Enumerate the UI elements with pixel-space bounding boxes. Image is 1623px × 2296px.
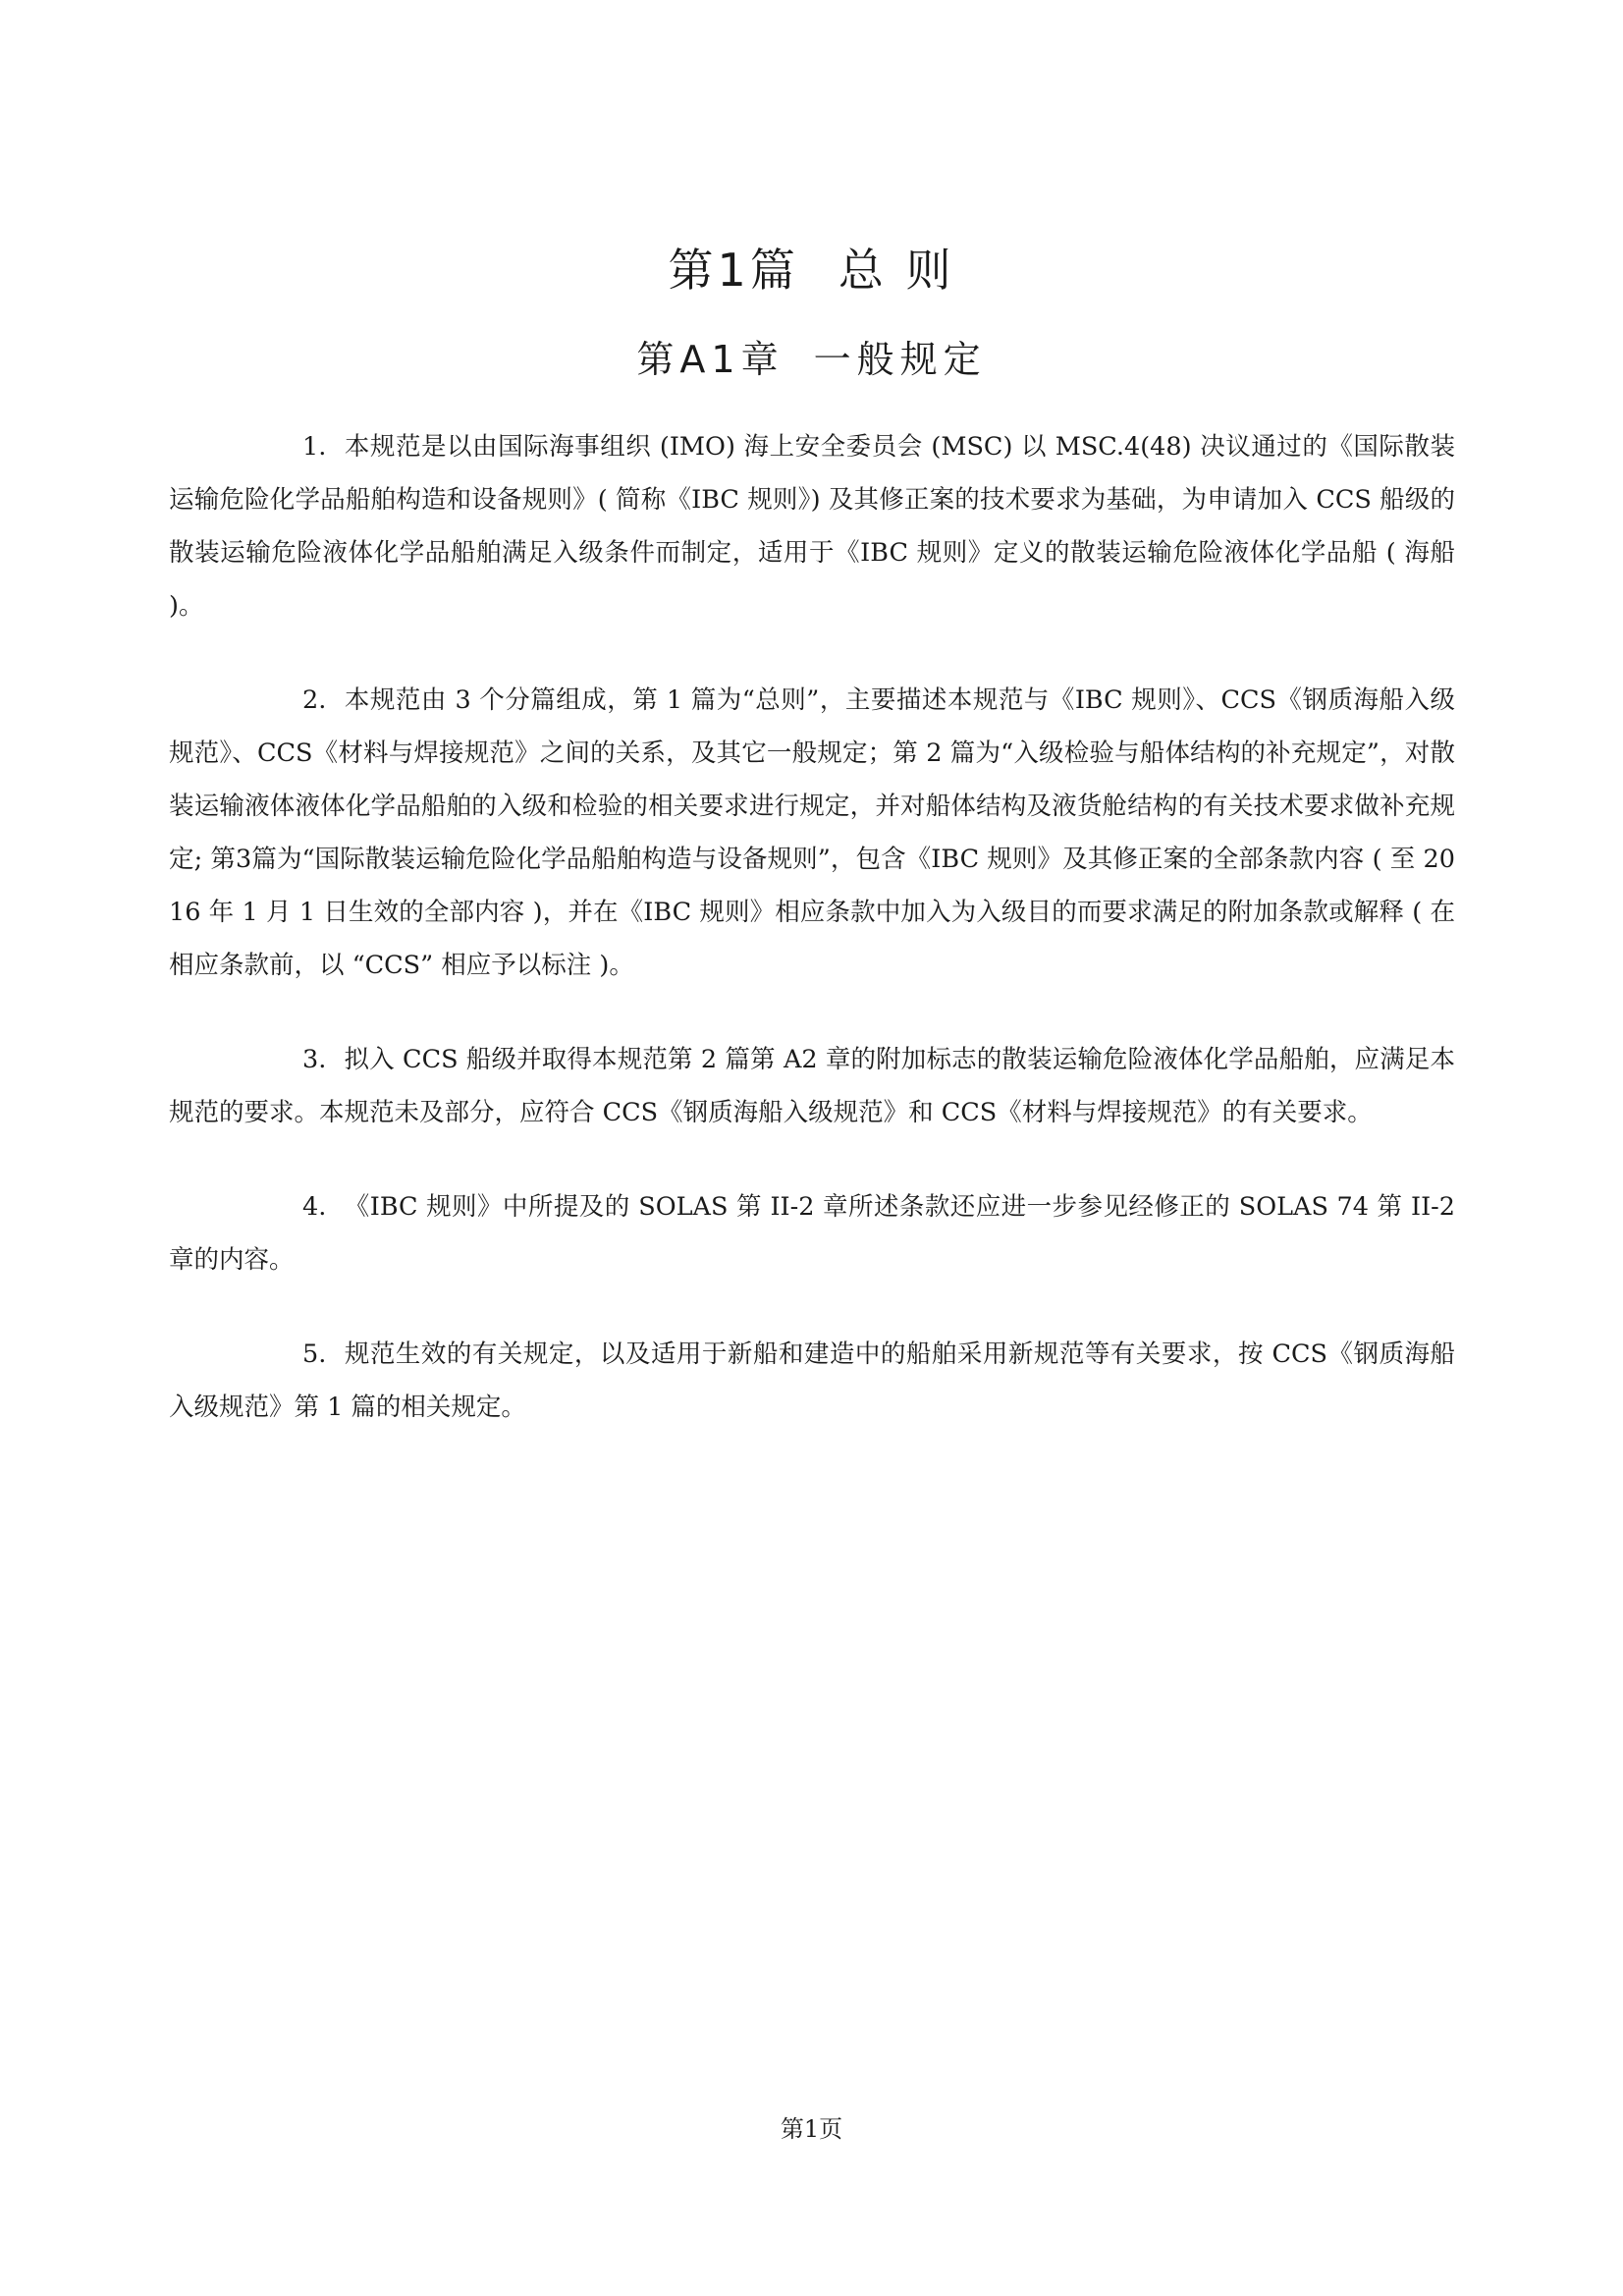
- chapter-title: [0, 332, 1623, 387]
- paragraph-2: [169, 674, 1455, 992]
- page-number: 第1页: [780, 2115, 843, 2143]
- paragraph-text: 《IBC 规则》中所提及的 SOLAS 第 II-2 章所述条款还应进一步参见经修正的 SOLAS 74 第 II-2 章的内容。: [169, 1192, 1455, 1275]
- paragraph-text: 规范生效的有关规定，以及适用于新船和建造中的船舶采用新规范等有关要求，按 CCS《钢质海船入级规范》第 1 篇的相关规定。: [169, 1339, 1455, 1422]
- paragraph-number: 4.: [302, 1192, 327, 1222]
- document-body: [169, 420, 1455, 1475]
- paragraph-3: [169, 1033, 1455, 1139]
- paragraph-number: 3.: [302, 1045, 327, 1074]
- paragraph-5: [169, 1328, 1455, 1434]
- part-title-label: 第1篇: [668, 244, 799, 297]
- page-footer: [0, 2111, 1623, 2147]
- paragraph-text: 本规范是以由国际海事组织 (IMO) 海上安全委员会 (MSC) 以 MSC.4(48) 决议通过的《国际散装运输危险化学品船舶构造和设备规则》( 简称《IBC 规则》) 及其修正案的技术要求为基础，为申请加入 CCS 船级的散装运输危险液体化学品船舶满足入级条件而制定，适用于《IBC 规则》定义的散装运输危险液体化学品船 ( 海船 )。: [169, 432, 1455, 621]
- part-title: [0, 241, 1623, 300]
- paragraph-4: [169, 1180, 1455, 1286]
- paragraph-number: 5.: [302, 1339, 327, 1369]
- paragraph-text: 本规范由 3 个分篇组成，第 1 篇为“总则”，主要描述本规范与《IBC 规则》、CCS《钢质海船入级规范》、CCS《材料与焊接规范》之间的关系，及其它一般规定；第 2 篇为“入级检验与船体结构的补充规定”，对散装运输液体液体化学品船舶的入级和检验的相关要求进行规定，并对船体结构及液货舱结构的有关技术要求做补充规定; 第3篇为“国际散装运输危险化学品船舶构造与设备规则”，包含《IBC 规则》及其修正案的全部条款内容 ( 至 2016 年 1 月 1 日生效的全部内容 )，并在《IBC 规则》相应条款中加入为入级目的而要求满足的附加条款或解释 ( 在相应条款前，以 “CCS” 相应予以标注 )。: [169, 685, 1455, 980]
- paragraph-1: [169, 420, 1455, 632]
- chapter-title-name: 一般规定: [813, 338, 987, 381]
- paragraph-text: 拟入 CCS 船级并取得本规范第 2 篇第 A2 章的附加标志的散装运输危险液体化学品船舶，应满足本规范的要求。本规范未及部分，应符合 CCS《钢质海船入级规范》和 CCS《材料与焊接规范》的有关要求。: [169, 1045, 1455, 1127]
- part-title-name: 总 则: [838, 244, 955, 297]
- paragraph-number: 1.: [302, 432, 327, 462]
- chapter-title-label: 第A1章: [636, 338, 784, 381]
- paragraph-number: 2.: [302, 685, 327, 715]
